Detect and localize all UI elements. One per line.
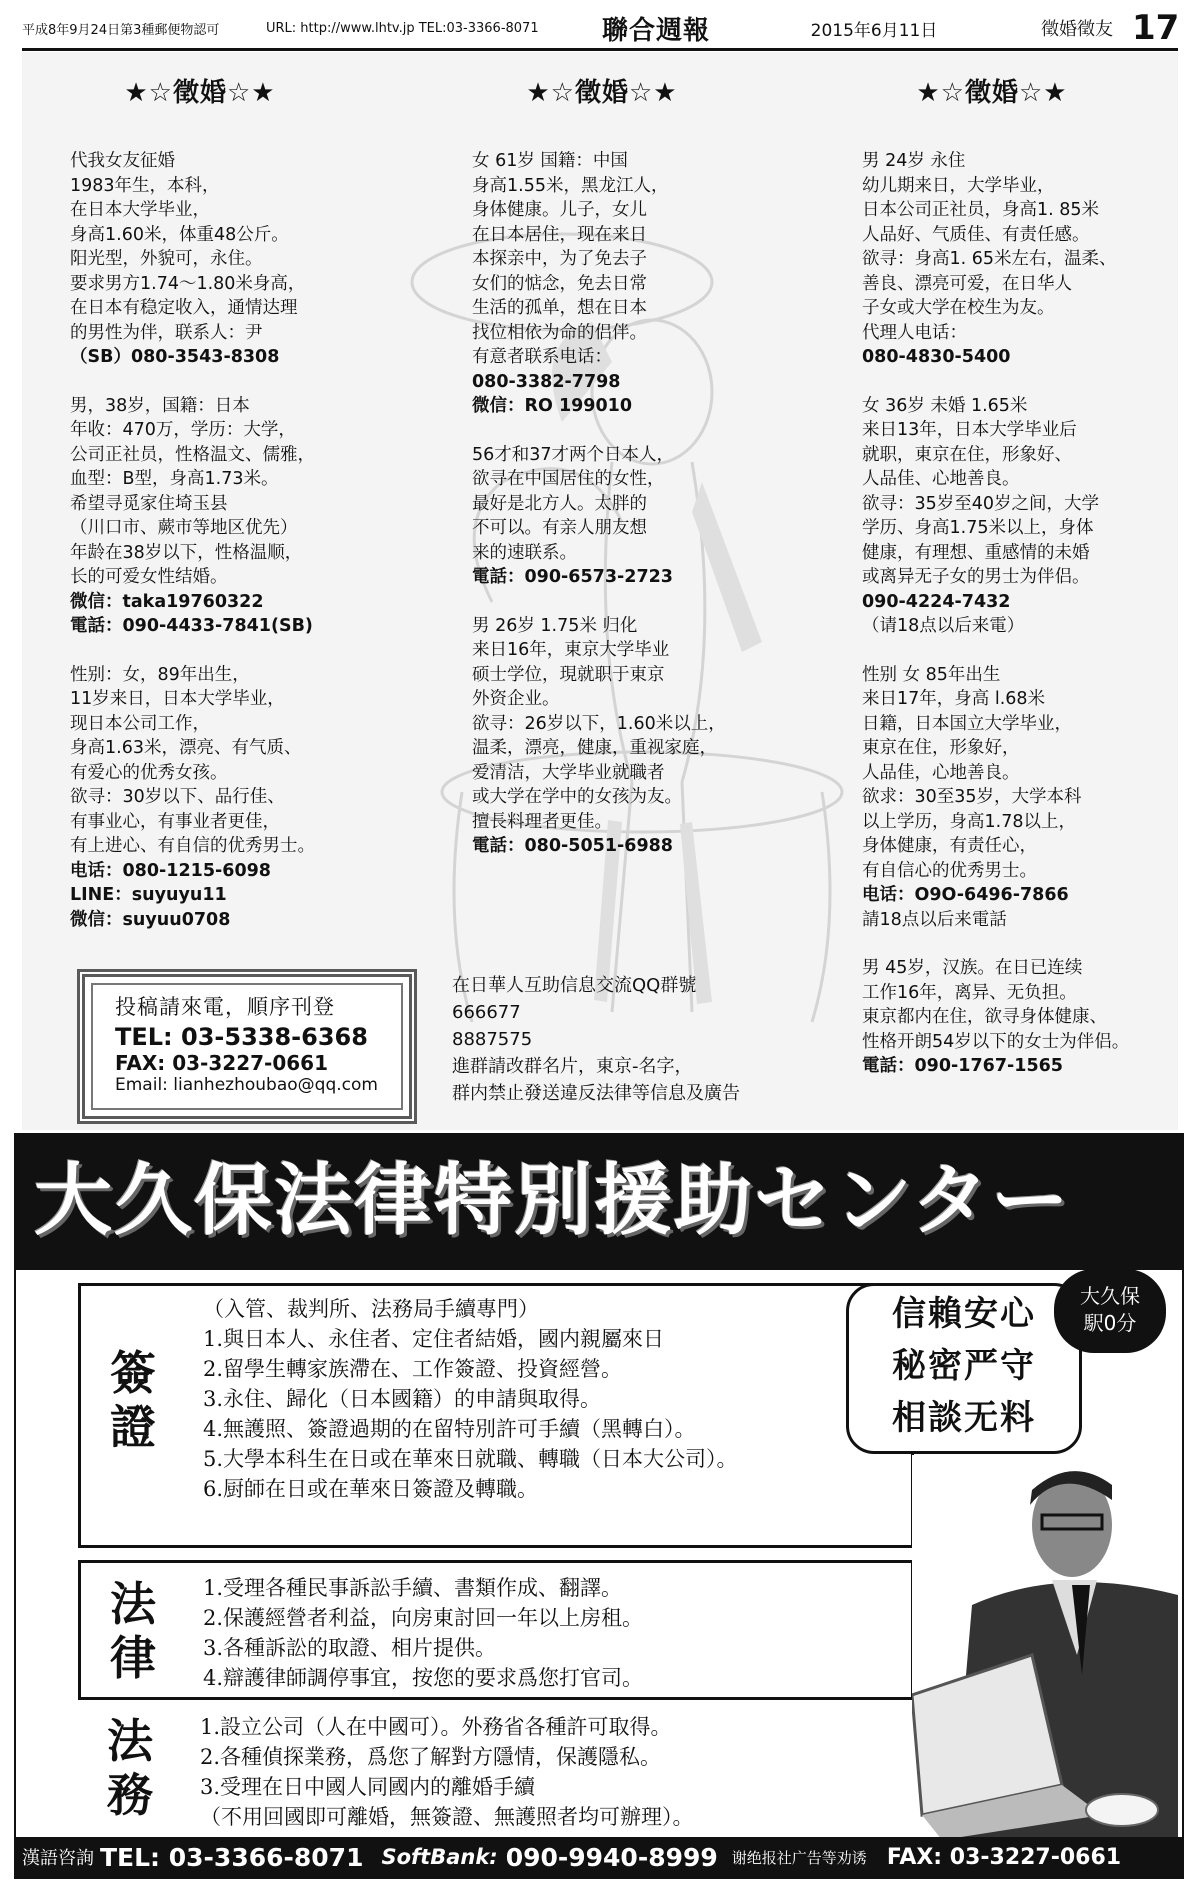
ad-line: 欲寻：26岁以下，1.60米以上，: [472, 713, 726, 734]
ad-line: 代我女友征婚: [70, 151, 175, 171]
ad-line: 在日本有稳定收入，通情达理: [70, 298, 298, 318]
ad-line: 性格开朗54岁以下的女士为伴侣。: [862, 1031, 1130, 1052]
affairs-item: （不用回國即可離婚，無簽證、無護照者均可辦理）。: [200, 1805, 694, 1829]
ad-line: 東京都内在住，欲寻身体健康、: [862, 1007, 1107, 1027]
ad-line: 56才和37才两个日本人，: [472, 444, 675, 465]
law-item: 1.受理各種民事訴訟手續、書類作成、翻譯。: [203, 1576, 623, 1600]
ad-line: 在日本大学毕业，: [70, 200, 210, 220]
personal-ad: [862, 663, 1178, 933]
column-3: [862, 72, 1178, 1103]
qq-line: 8887575: [452, 1029, 533, 1050]
affairs-label: 法 務: [107, 1714, 153, 1822]
ad-line: 在日本居住，现在来日: [472, 224, 647, 245]
ad-line: 年龄在38岁以下，性格温顺，: [70, 542, 303, 563]
ad-phone: 電話：080-5051-6988: [472, 836, 673, 856]
ad-line: 本探亲中，为了免去子: [472, 249, 647, 269]
submission-note: 投稿請來電，順序刊登: [115, 995, 335, 1019]
visa-item: 4.無護照、簽證過期的在留特別許可手續（黑轉白）。: [203, 1417, 696, 1441]
ad-line: 男 24岁 永住: [862, 151, 966, 171]
personal-ad: [70, 149, 400, 370]
slogan-line: 秘密严守: [892, 1346, 1036, 1386]
ad-phone: （SB）080-3543-8308: [70, 347, 280, 367]
station-distance: 駅0分: [1083, 1311, 1137, 1335]
postal-permit: 平成8年9月24日第3種郵便物認可: [22, 22, 220, 38]
station-badge: [1054, 1269, 1166, 1353]
personals-section: [22, 52, 1178, 1130]
ad-line: 擅長料理者更佳。: [472, 811, 612, 832]
ad-phone: 電話：090-1767-1565: [862, 1056, 1063, 1076]
personal-ad: [862, 149, 1178, 370]
visa-intro: （入管、裁判所、法務局手續專門）: [203, 1297, 539, 1321]
ad-line: 身高1.60米，体重48公斤。: [70, 224, 289, 245]
issue-date: 2015年6月11日: [810, 20, 938, 41]
footer-softbank: 090-9940-8999: [505, 1842, 718, 1872]
slogan-line: 相談无料: [892, 1398, 1036, 1438]
businessman-photo: [912, 1455, 1178, 1840]
ad-line: 身体健康。儿子，女儿: [472, 200, 647, 220]
column-2: [472, 72, 802, 883]
ad-line: 血型：B型，身高1.73米。: [70, 469, 279, 489]
qq-line: 在日華人互助信息交流QQ群號: [452, 975, 697, 996]
ad-line-id: LINE：suyuyu11: [70, 885, 227, 905]
ad-line: 来的速联系。: [472, 542, 577, 563]
ad-wechat: 微信：suyuu0708: [70, 909, 231, 930]
ad-line: 有上进心、有自信的优秀男士。: [70, 836, 315, 856]
ad-line: 来日17年，身高 l.68米: [862, 689, 1046, 709]
ad-line: 工作16年，离异、无负担。: [862, 982, 1077, 1003]
ad-line: 人品佳，心地善良。: [862, 762, 1020, 783]
page-header: [22, 8, 1178, 51]
footer-note: 谢绝报社广告等劝诱: [731, 1848, 867, 1867]
ad-line: （川口市、蕨市等地区优先）: [70, 518, 298, 538]
ad-line: 硕士学位，現就职于東京: [472, 664, 665, 685]
ad-line: 有意者联系电话：: [472, 347, 612, 367]
ad-line: 要求男方1.74～1.80米身高，: [70, 273, 306, 294]
qq-group-notice: [452, 972, 852, 1107]
footer-tel: TEL: 03-3366-8071: [100, 1842, 364, 1872]
ad-line: 爱清洁，大学毕业就職者: [472, 762, 665, 783]
ad-title: 大久保法律特別援助センター: [34, 1156, 1071, 1246]
ad-line: 欲寻：身高1. 65米左右，温柔、: [862, 249, 1117, 269]
ad-line: 子女或大学在校生为友。: [862, 298, 1055, 318]
station-name: 大久保: [1080, 1284, 1140, 1308]
ad-line: 现日本公司工作，: [70, 713, 210, 734]
ad-line: 生活的孤单，想在日本: [472, 298, 647, 318]
visa-label: 簽 證: [110, 1346, 156, 1454]
ad-line: 来日16年，東京大学毕业: [472, 640, 670, 660]
ad-line: （请18点以后来電）: [862, 616, 1025, 636]
ad-line: 日本公司正社员，身高1. 85米: [862, 200, 1100, 220]
personal-ad: [862, 394, 1178, 639]
affairs-items: [200, 1712, 694, 1832]
ad-wechat: 微信：taka19760322: [70, 591, 264, 612]
qq-line: 666677: [452, 1002, 521, 1023]
submission-tel: TEL: 03-5338-6368: [115, 1023, 368, 1051]
qq-line: 群内禁止發送違反法律等信息及廣告: [452, 1083, 740, 1104]
section-name: 徵婚徵友: [1041, 19, 1113, 40]
personal-ad: [70, 663, 400, 933]
affairs-item: 2.各種偵探業務，爲您了解對方隱情，保護隱私。: [200, 1745, 662, 1769]
visa-item: 6.厨師在日或在華來日簽證及轉職。: [203, 1477, 539, 1501]
ad-line: 男 26岁 1.75米 归化: [472, 615, 638, 636]
affairs-item: 1.設立公司（人在中國可）。外務省各種許可取得。: [200, 1715, 672, 1739]
ad-line: 人品佳、心地善良。: [862, 469, 1020, 489]
ad-line: 或大学在学中的女孩为友。: [472, 787, 682, 807]
visa-item: 1.與日本人、永住者、定住者結婚，國内親屬來日: [203, 1327, 665, 1351]
ad-line: 健康，有理想、重感情的未婚: [862, 542, 1090, 563]
ad-line: 身高1.55米，黑龙江人，: [472, 175, 669, 196]
ad-line: 身体健康，有责任心，: [862, 836, 1037, 856]
ad-line: 善良、漂亮可爱，在日华人: [862, 273, 1072, 294]
visa-item: 3.永住、歸化（日本國籍）的申請與取得。: [203, 1387, 602, 1411]
personal-ad: [862, 956, 1178, 1079]
qq-line: 進群請改群名片，東京-名字，: [452, 1056, 693, 1077]
ad-line: 11岁来日，日本大学毕业，: [70, 689, 285, 709]
ad-line: 年收：470万，学历：大学，: [70, 420, 296, 440]
ad-line: 人品好、气质佳、有责任感。: [862, 224, 1090, 245]
ad-phone: 電話：090-6573-2723: [472, 567, 673, 587]
law-item: 3.各種訴訟的取證、相片提供。: [203, 1636, 497, 1660]
ad-phone: 电话：O9O-6496-7866: [862, 885, 1069, 905]
ad-line: 有爱心的优秀女孩。: [70, 762, 228, 783]
ad-line: 欲寻在中国居住的女性，: [472, 469, 665, 489]
ad-phone: 080-3382-7798: [472, 371, 621, 392]
law-item: 2.保護經營者利益，向房東討回一年以上房租。: [203, 1606, 644, 1630]
ad-line: 1983年生，本科，: [70, 175, 220, 196]
affairs-item: 3.受理在日中國人同國内的離婚手續: [200, 1775, 536, 1799]
page-number: 17: [1132, 8, 1180, 48]
ad-line: 請18点以后来電話: [862, 909, 1007, 930]
ad-phone: 090-4224-7432: [862, 591, 1011, 612]
column-heading: ★☆徵婚☆★: [526, 78, 678, 108]
ad-line: 的男性为伴，联系人：尹: [70, 322, 263, 343]
legal-center-ad: [14, 1133, 1184, 1879]
column-heading: ★☆徵婚☆★: [124, 78, 276, 108]
column-heading: ★☆徵婚☆★: [916, 78, 1068, 108]
ad-line: 希望寻觅家住埼玉县: [70, 493, 228, 514]
column-1: [70, 72, 400, 956]
ad-phone: 电话：080-1215-6098: [70, 860, 271, 881]
ad-line: 公司正社员，性格温文、儒雅，: [70, 444, 315, 465]
ad-line: 以上学历，身高1.78以上，: [862, 811, 1076, 832]
ad-footer: [16, 1837, 1182, 1877]
ad-wechat: 微信：RO 199010: [472, 396, 633, 416]
visa-item: 2.留學生轉家族滯在、工作簽證、投資經營。: [203, 1357, 623, 1381]
ad-line: 性别 女 85年出生: [862, 664, 1001, 685]
submission-email: Email: lianhezhoubao@qq.com: [115, 1075, 378, 1095]
ad-line: 最好是北方人。太胖的: [472, 493, 647, 514]
ad-line: 阳光型，外貌可，永住。: [70, 249, 263, 269]
ad-phone: 電話：090-4433-7841(SB): [70, 616, 313, 636]
law-section: [78, 1560, 914, 1700]
ad-line: 外资企业。: [472, 689, 560, 709]
ad-line: 就职，東京在住，形象好、: [862, 444, 1072, 465]
footer-label: 漢語咨詢: [22, 1848, 94, 1869]
header-url-tel: URL: http://www.lhtv.jp TEL:03-3366-8071: [266, 20, 539, 36]
footer-softbank-label: SoftBank:: [381, 1845, 498, 1869]
personal-ad: [70, 394, 400, 639]
ad-line: 女 61岁 国籍：中国: [472, 151, 628, 171]
slogan-line: 信賴安心: [892, 1294, 1036, 1334]
visa-item: 5.大學本科生在日或在華來日就職、轉職（日本大公司）。: [203, 1447, 738, 1471]
law-item: 4.辯護律師調停事宜，按您的要求爲您打官司。: [203, 1666, 644, 1690]
ad-line: 東京在住，形象好，: [862, 738, 1020, 758]
personal-ad: [472, 149, 802, 419]
ad-line: 欲求：30至35岁，大学本科: [862, 787, 1082, 807]
footer-fax: FAX: 03-3227-0661: [886, 1844, 1122, 1870]
slogan-bubble: [846, 1283, 1082, 1454]
ad-line: 女们的惦念，免去日常: [472, 273, 647, 294]
ad-line: 有自信心的优秀男士。: [862, 860, 1037, 881]
ad-line: 女 36岁 未婚 1.65米: [862, 395, 1028, 416]
personal-ad: [472, 614, 802, 859]
paper-name: 聯合週報: [601, 15, 710, 46]
ad-phone: 080-4830-5400: [862, 347, 1011, 367]
ad-line: 性别：女，89年出生，: [70, 664, 250, 685]
ad-line: 温柔，漂亮，健康，重视家庭，: [472, 738, 717, 758]
ad-line: 日籍，日本国立大学毕业，: [862, 713, 1072, 734]
ad-line: 有事业心，有事业者更佳，: [70, 811, 280, 832]
law-label: 法 律: [110, 1577, 156, 1685]
ad-line: 学历、身高1.75米以上，身体: [862, 518, 1094, 538]
visa-items: [203, 1294, 738, 1504]
ad-line: 欲寻：30岁以下、品行佳、: [70, 787, 285, 807]
affairs-section: [78, 1712, 914, 1832]
ad-line: 欲寻：35岁至40岁之间，大学: [862, 493, 1100, 514]
law-items: [203, 1573, 643, 1693]
ad-line: 男 45岁，汉族。在日已连续: [862, 958, 1083, 978]
ad-line: 幼儿期来日，大学毕业，: [862, 175, 1055, 196]
ad-line: 来日13年，日本大学毕业后: [862, 420, 1077, 440]
ad-line: 或离异无子女的男士为伴侣。: [862, 567, 1090, 587]
visa-section: [78, 1283, 914, 1548]
ad-line: 男，38岁，国籍：日本: [70, 395, 250, 416]
ad-line: 找位相依为命的侣伴。: [472, 322, 647, 343]
submission-contact-box: [77, 969, 417, 1124]
ad-line: 不可以。有亲人朋友想: [472, 518, 647, 538]
ad-line: 代理人电话：: [862, 322, 967, 343]
ad-line: 长的可爱女性结婚。: [70, 567, 228, 587]
submission-fax: FAX: 03-3227-0661: [115, 1051, 328, 1075]
ad-line: 身高1.63米，漂亮、有气质、: [70, 738, 302, 758]
ad-banner: [16, 1135, 1182, 1270]
personal-ad: [472, 443, 802, 590]
